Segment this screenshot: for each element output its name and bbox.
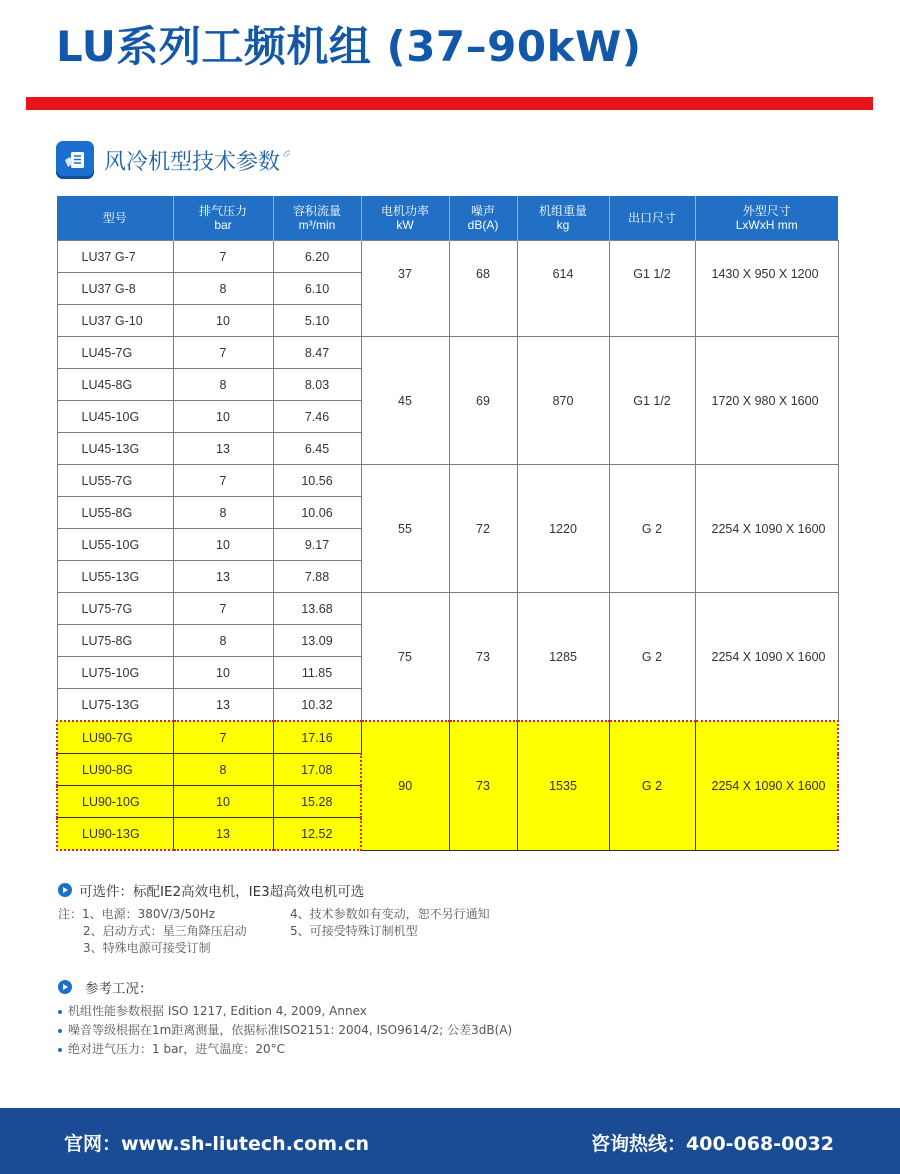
cell-flow: 8.03 [273, 369, 361, 401]
table-row [57, 721, 838, 754]
cell-model: LU90-7G [57, 721, 173, 754]
cell-weight: 614 [517, 241, 609, 337]
cell-outlet: G 2 [609, 593, 695, 722]
cell-flow: 10.56 [273, 465, 361, 497]
cell-model: LU90-8G [57, 754, 173, 786]
cell-dimensions: 2254 X 1090 X 1600 [695, 721, 838, 850]
model-group [57, 337, 838, 465]
note-item: 注：1、电源：380V/3/50Hz [58, 907, 216, 921]
cell-pressure: 8 [173, 497, 273, 529]
column-header: 噪声 dB(A) [449, 196, 517, 241]
cell-model: LU55-10G [57, 529, 173, 561]
options-text: 可选件：标配IE2高效电机，IE3超高效电机可选 [79, 884, 365, 900]
cell-model: LU45-7G [57, 337, 173, 369]
cell-model: LU90-10G [57, 786, 173, 818]
list-item: 噪音等级根据在1m距离测量，依据标准ISO2151: 2004, ISO9614/2; 公差3dB(A) [58, 1021, 512, 1040]
cell-flow: 10.06 [273, 497, 361, 529]
cell-model: LU75-10G [57, 657, 173, 689]
cell-flow: 13.68 [273, 593, 361, 625]
cell-noise: 73 [449, 593, 517, 722]
reference-heading [58, 977, 153, 997]
cell-pressure: 13 [173, 561, 273, 593]
page-title: LU系列工频机组 (37–90kW) [56, 22, 642, 71]
note-item: 4、技术参数如有变动，恕不另行通知 [290, 907, 490, 921]
cell-outlet: G 2 [609, 721, 695, 850]
cell-power: 75 [361, 593, 449, 722]
table-row [57, 241, 838, 273]
cell-pressure: 7 [173, 337, 273, 369]
play-circle-icon [58, 980, 72, 994]
cell-pressure: 8 [173, 369, 273, 401]
cell-flow: 12.52 [273, 818, 361, 851]
cell-dimensions: 1720 X 980 X 1600 [695, 337, 838, 465]
cell-flow: 5.10 [273, 305, 361, 337]
cell-outlet: G 2 [609, 465, 695, 593]
cell-model: LU45-10G [57, 401, 173, 433]
cell-flow: 10.32 [273, 689, 361, 722]
model-group [57, 593, 838, 722]
cell-pressure: 7 [173, 465, 273, 497]
list-item: 机组性能参数根据 ISO 1217, Edition 4, 2009, Annex [58, 1002, 512, 1021]
cell-weight: 1535 [517, 721, 609, 850]
cell-flow: 6.45 [273, 433, 361, 465]
cell-dimensions: 1430 X 950 X 1200 [695, 241, 838, 337]
column-header: 排气压力 bar [173, 196, 273, 241]
bullet-dot [58, 1048, 62, 1052]
cell-model: LU37 G-8 [57, 273, 173, 305]
list-item: 绝对进气压力：1 bar，进气温度：20°C [58, 1040, 512, 1059]
cell-pressure: 10 [173, 786, 273, 818]
website-link[interactable]: 官网：www.sh-liutech.com.cn [64, 1133, 370, 1155]
note-item: 3、特殊电源可接受订制 [83, 941, 211, 955]
column-header: 电机功率 kW [361, 196, 449, 241]
cell-pressure: 8 [173, 273, 273, 305]
cell-power: 55 [361, 465, 449, 593]
cell-flow: 6.10 [273, 273, 361, 305]
cell-model: LU90-13G [57, 818, 173, 851]
cell-model: LU55-7G [57, 465, 173, 497]
cell-power: 90 [361, 721, 449, 850]
play-circle-icon [58, 883, 72, 897]
cell-model: LU37 G-10 [57, 305, 173, 337]
model-group [57, 465, 838, 593]
cell-flow: 7.88 [273, 561, 361, 593]
table-row [57, 337, 838, 369]
cell-model: LU75-13G [57, 689, 173, 722]
table-row [57, 593, 838, 625]
cell-noise: 72 [449, 465, 517, 593]
cell-noise: 73 [449, 721, 517, 850]
cell-pressure: 13 [173, 433, 273, 465]
table-header-row [57, 196, 838, 241]
column-header: 外型尺寸 LxWxH mm [695, 196, 838, 241]
cell-model: LU75-7G [57, 593, 173, 625]
cell-pressure: 10 [173, 529, 273, 561]
column-header: 出口尺寸 [609, 196, 695, 241]
section-title: 风冷机型技术参数 [104, 149, 281, 175]
reference-list [58, 1002, 512, 1059]
cell-dimensions: 2254 X 1090 X 1600 [695, 465, 838, 593]
cell-model: LU55-13G [57, 561, 173, 593]
red-divider-bar [26, 97, 873, 110]
cell-model: LU55-8G [57, 497, 173, 529]
note-item: 5、可接受特殊订制机型 [290, 924, 418, 938]
column-header: 机组重量 kg [517, 196, 609, 241]
model-group [57, 721, 838, 850]
cell-power: 37 [361, 241, 449, 337]
footer-bar [0, 1108, 900, 1174]
cell-noise: 68 [449, 241, 517, 337]
cell-pressure: 13 [173, 689, 273, 722]
wave-decoration-icon [282, 145, 296, 159]
cell-flow: 13.09 [273, 625, 361, 657]
cell-flow: 11.85 [273, 657, 361, 689]
cell-outlet: G1 1/2 [609, 337, 695, 465]
cell-power: 45 [361, 337, 449, 465]
cell-pressure: 13 [173, 818, 273, 851]
hotline-text: 咨询热线：400-068-0032 [591, 1133, 834, 1155]
cell-model: LU45-13G [57, 433, 173, 465]
model-group [57, 241, 838, 337]
section-header [56, 141, 296, 179]
cell-model: LU75-8G [57, 625, 173, 657]
cell-weight: 1285 [517, 593, 609, 722]
reference-title: 参考工况： [85, 981, 153, 997]
options-line [58, 880, 364, 900]
cell-weight: 870 [517, 337, 609, 465]
cell-flow: 8.47 [273, 337, 361, 369]
bullet-dot [58, 1010, 62, 1014]
cell-pressure: 7 [173, 593, 273, 625]
column-header: 型号 [57, 196, 173, 241]
table-row [57, 465, 838, 497]
document-hand-icon [56, 141, 94, 179]
cell-pressure: 7 [173, 241, 273, 273]
spec-table [56, 196, 839, 851]
column-header: 容积流量 m³/min [273, 196, 361, 241]
cell-flow: 6.20 [273, 241, 361, 273]
cell-flow: 17.08 [273, 754, 361, 786]
cell-pressure: 7 [173, 721, 273, 754]
cell-pressure: 10 [173, 401, 273, 433]
cell-flow: 7.46 [273, 401, 361, 433]
cell-pressure: 10 [173, 657, 273, 689]
cell-pressure: 8 [173, 754, 273, 786]
cell-pressure: 10 [173, 305, 273, 337]
cell-weight: 1220 [517, 465, 609, 593]
cell-flow: 15.28 [273, 786, 361, 818]
cell-pressure: 8 [173, 625, 273, 657]
cell-model: LU45-8G [57, 369, 173, 401]
note-item: 2、启动方式：星三角降压启动 [83, 924, 247, 938]
cell-outlet: G1 1/2 [609, 241, 695, 337]
cell-dimensions: 2254 X 1090 X 1600 [695, 593, 838, 722]
cell-noise: 69 [449, 337, 517, 465]
cell-flow: 17.16 [273, 721, 361, 754]
cell-model: LU37 G-7 [57, 241, 173, 273]
cell-flow: 9.17 [273, 529, 361, 561]
bullet-dot [58, 1029, 62, 1033]
